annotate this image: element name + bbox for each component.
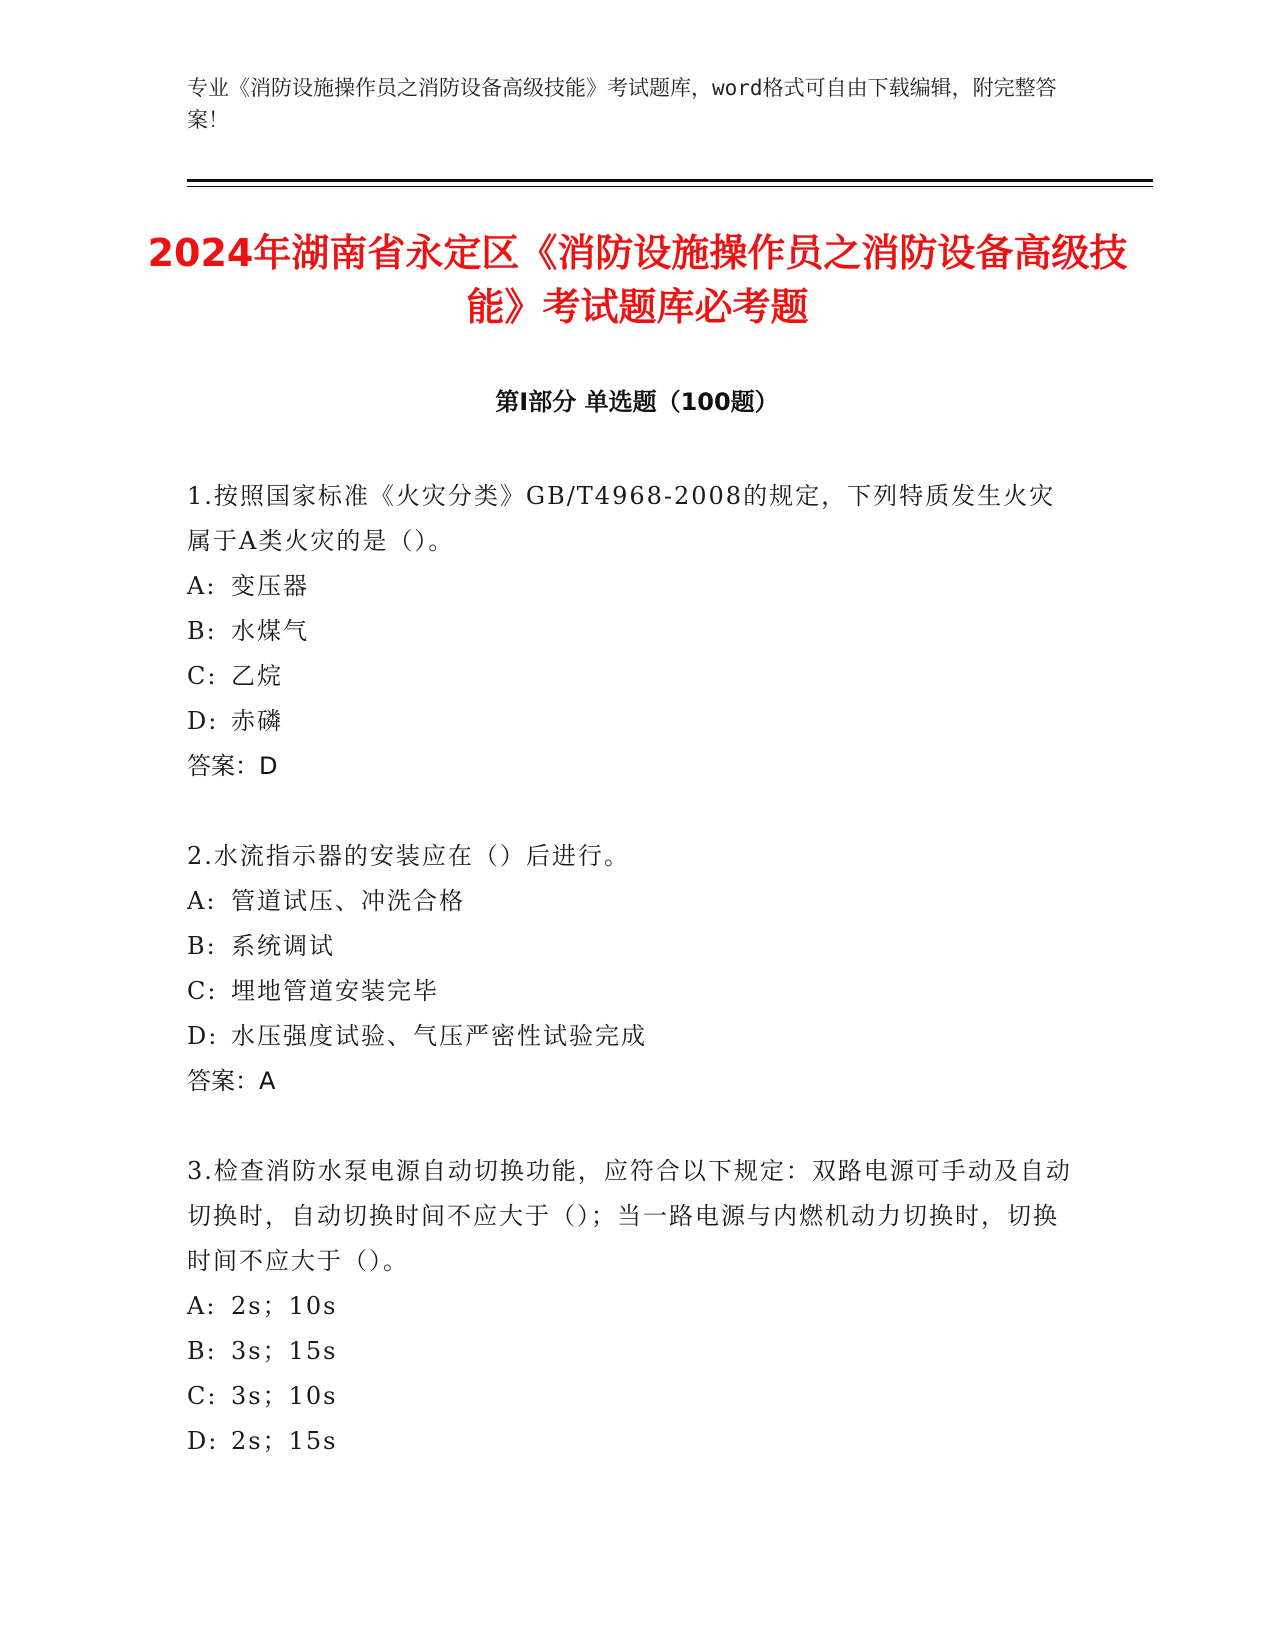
option-key: C:	[187, 662, 218, 690]
question-stem: 3.检查消防水泵电源自动切换功能，应符合以下规定：双路电源可手动及自动切换时，自动切换时间不应大于（）；当一路电源与内燃机动力切换时，切换时间不应大于（）。	[187, 1157, 1072, 1275]
option-a	[187, 1284, 1087, 1329]
question-answer: 答案：D	[187, 752, 278, 780]
option-text: 2s；15s	[231, 1427, 338, 1455]
question-2	[187, 834, 1087, 1104]
question-answer: 答案：A	[187, 1067, 276, 1095]
option-text: 3s；10s	[231, 1382, 338, 1410]
option-c	[187, 1374, 1087, 1419]
option-text: 管道试压、冲洗合格	[231, 887, 465, 915]
option-key: B:	[187, 617, 217, 645]
option-text: 2s；10s	[231, 1292, 338, 1320]
option-b	[187, 609, 1087, 654]
option-key: B:	[187, 1337, 217, 1365]
option-key: A:	[187, 1292, 217, 1320]
option-b	[187, 1329, 1087, 1374]
question-stem: 2.水流指示器的安装应在（）后进行。	[187, 842, 630, 870]
option-text: 水煤气	[231, 617, 309, 645]
question-stem: 1.按照国家标准《火灾分类》GB/T4968-2008的规定，下列特质发生火灾属于A类火灾的是（）。	[187, 482, 1056, 555]
option-c	[187, 654, 1087, 699]
option-d	[187, 699, 1087, 744]
question-list	[187, 474, 1087, 1509]
option-a	[187, 879, 1087, 924]
option-key: A:	[187, 572, 217, 600]
question-3	[187, 1149, 1087, 1464]
option-key: D:	[187, 1427, 219, 1455]
section-title: 第I部分 单选题（100题）	[495, 388, 779, 416]
option-text: 赤磷	[231, 707, 283, 735]
option-d	[187, 1014, 1087, 1059]
option-c	[187, 969, 1087, 1014]
option-text: 系统调试	[231, 932, 335, 960]
option-d	[187, 1419, 1087, 1464]
option-key: C:	[187, 977, 218, 1005]
option-text: 变压器	[231, 572, 309, 600]
option-text: 乙烷	[231, 662, 283, 690]
header-notice: 专业《消防设施操作员之消防设备高级技能》考试题库，word格式可自由下载编辑，附完整答案！	[187, 76, 1057, 132]
option-key: D:	[187, 1022, 219, 1050]
option-key: B:	[187, 932, 217, 960]
document-title: 2024年湖南省永定区《消防设施操作员之消防设备高级技能》考试题库必考题	[147, 231, 1128, 329]
option-text: 水压强度试验、气压严密性试验完成	[231, 1022, 647, 1050]
header-divider-thin	[187, 186, 1153, 187]
option-key: D:	[187, 707, 219, 735]
option-a	[187, 564, 1087, 609]
option-text: 埋地管道安装完毕	[231, 977, 439, 1005]
question-1	[187, 474, 1087, 789]
option-key: C:	[187, 1382, 218, 1410]
header-divider-thick	[187, 179, 1153, 182]
option-b	[187, 924, 1087, 969]
option-key: A:	[187, 887, 217, 915]
option-text: 3s；15s	[231, 1337, 338, 1365]
